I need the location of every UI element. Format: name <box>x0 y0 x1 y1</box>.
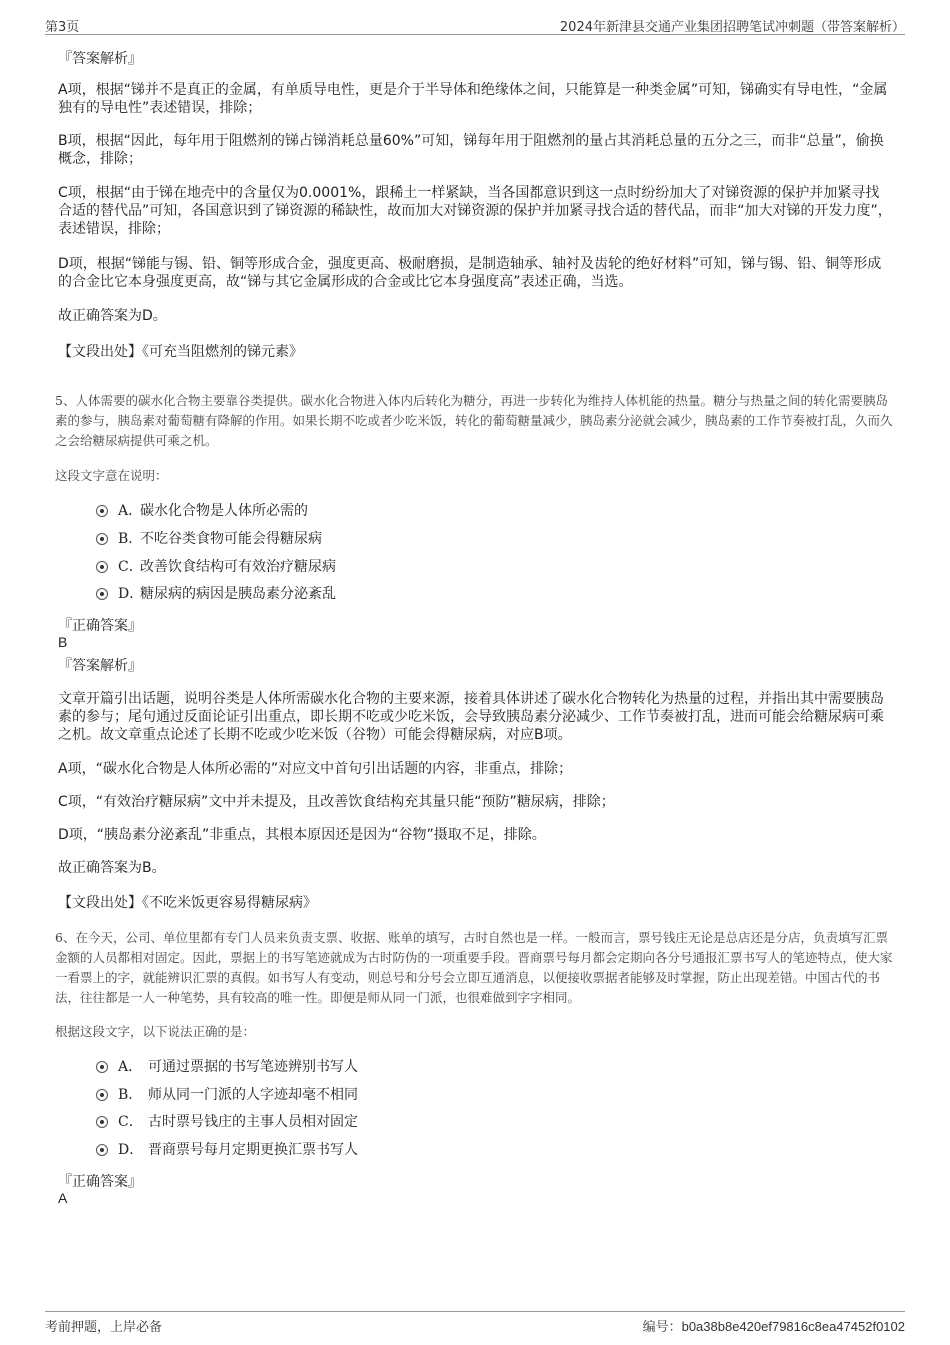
q5-conclusion: 故正确答案为B。 <box>58 860 166 876</box>
q6-prompt: 根据这段文字，以下说法正确的是： <box>55 1024 256 1039</box>
q5-analysis-a: A项，“碳水化合物是人体所必需的”对应文中首句引出话题的内容，非重点，排除； <box>58 761 573 777</box>
radio-icon[interactable] <box>96 588 108 600</box>
q6-stem: 6、在今天，公司、单位里都有专门人员来负责支票、收据、账单的填写，古时自然也是一样。一般而言，票号钱庄无论是总店还是分店，负责填写汇票金额的人员都相对固定。因此，票据上的书写笔迹就成为古时防伪的一项重要手段。晋商票号每月都会定期向各分号通报汇票书写人的笔迹特点，使大家一看票上的字，就能辨识汇票的真假。如书写人有变动，则总号和分号会立即互通消息，以便接收票据者能够及时掌握，防止出现差错。中国古代的书法，往往都是一人一种笔势，具有较高的唯一性。即便是师从同一门派，也很难做到字字相同。 <box>55 930 893 1005</box>
q6-answer: A <box>58 1190 68 1206</box>
radio-icon[interactable] <box>96 561 108 573</box>
page-number: 第3页 <box>45 20 80 35</box>
q5-analysis-d: D项，“胰岛素分泌紊乱”非重点，其根本原因还是因为“谷物”摄取不足，排除。 <box>58 827 546 843</box>
q6-answer-label: 『正确答案』 <box>58 1174 142 1190</box>
q4-analysis-c: C项，根据“由于锑在地壳中的含量仅为0.0001%，跟稀土一样紧缺，当各国都意识到这一点时纷纷加大了对锑资源的保护并加紧寻找合适的替代品”可知，各国意识到了锑资源的稀缺性，故而加大对锑资源的保护并加紧寻找合适的替代品，而非“加大对锑的开发力度”，表述错误，排除； <box>58 185 892 237</box>
footer-slogan: 考前押题，上岸必备 <box>45 1320 163 1335</box>
page-header <box>45 14 905 35</box>
q4-source: 【文段出处】《可充当阻燃剂的锑元素》 <box>58 344 303 360</box>
page-footer <box>45 1311 905 1336</box>
q5-answer: B <box>58 634 68 650</box>
q5-stem: 5、人体需要的碳水化合物主要靠谷类提供。碳水化合物进入体内后转化为糖分，再进一步转化为维持人体机能的热量。糖分与热量之间的转化需要胰岛素的参与，胰岛素对葡萄糖有降解的作用。如果长期不吃或者少吃米饭，转化的葡萄糖量减少，胰岛素分泌就会减少，胰岛素的工作节奏被打乱，久而久之会给糖尿病提供可乘之机。 <box>55 393 893 448</box>
footer-code: 编号：b0a38b8e420ef79816c8ea47452f0102 <box>642 1319 905 1335</box>
q4-analysis-b: B项，根据“因此，每年用于阻燃剂的锑占锑消耗总量60%”可知，锑每年用于阻燃剂的量占其消耗总量的五分之三，而非“总量”，偷换概念，排除； <box>58 133 884 167</box>
q5-analysis-main: 文章开篇引出话题，说明谷类是人体所需碳水化合物的主要来源，接着具体讲述了碳水化合物转化为热量的过程，并指出其中需要胰岛素的参与；尾句通过反面论证引出重点，即长期不吃或少吃米饭，会导致胰岛素分泌减少、工作节奏被打乱，进而可能会给糖尿病可乘之机。故文章重点论述了长期不吃或少吃米饭（谷物）可能会得糖尿病，对应B项。 <box>58 691 884 743</box>
document-title: 2024年新津县交通产业集团招聘笔试冲刺题（带答案解析） <box>559 20 905 35</box>
q5-answer-label: 『正确答案』 <box>58 618 142 634</box>
radio-icon[interactable] <box>96 1089 108 1101</box>
radio-icon[interactable] <box>96 533 108 545</box>
q4-analysis-a: A项，根据“锑并不是真正的金属，有单质导电性，更是介于半导体和绝缘体之间，只能算是一种类金属”可知，锑确实有导电性，“金属独有的导电性”表述错误，排除； <box>58 82 888 116</box>
q4-analysis-d: D项，根据“锑能与锡、铅、铜等形成合金，强度更高、极耐磨损，是制造轴承、轴衬及齿轮的绝好材料”可知，锑与锡、铅、铜等形成的合金比它本身强度更高，故“锑与其它金属形成的合金或比它本身强度高”表述正确，当选。 <box>58 256 882 290</box>
q4-conclusion: 故正确答案为D。 <box>58 308 167 324</box>
radio-icon[interactable] <box>96 1144 108 1156</box>
q5-analysis-c: C项，“有效治疗糖尿病”文中并未提及，且改善饮食结构充其量只能“预防”糖尿病，排除； <box>58 794 615 810</box>
q5-prompt: 这段文字意在说明： <box>55 468 168 483</box>
q5-source: 【文段出处】《不吃米饭更容易得糖尿病》 <box>58 895 317 911</box>
radio-icon[interactable] <box>96 505 108 517</box>
radio-icon[interactable] <box>96 1116 108 1128</box>
q4-analysis-label: 『答案解析』 <box>58 51 142 67</box>
radio-icon[interactable] <box>96 1061 108 1073</box>
q5-analysis-label: 『答案解析』 <box>58 658 142 674</box>
